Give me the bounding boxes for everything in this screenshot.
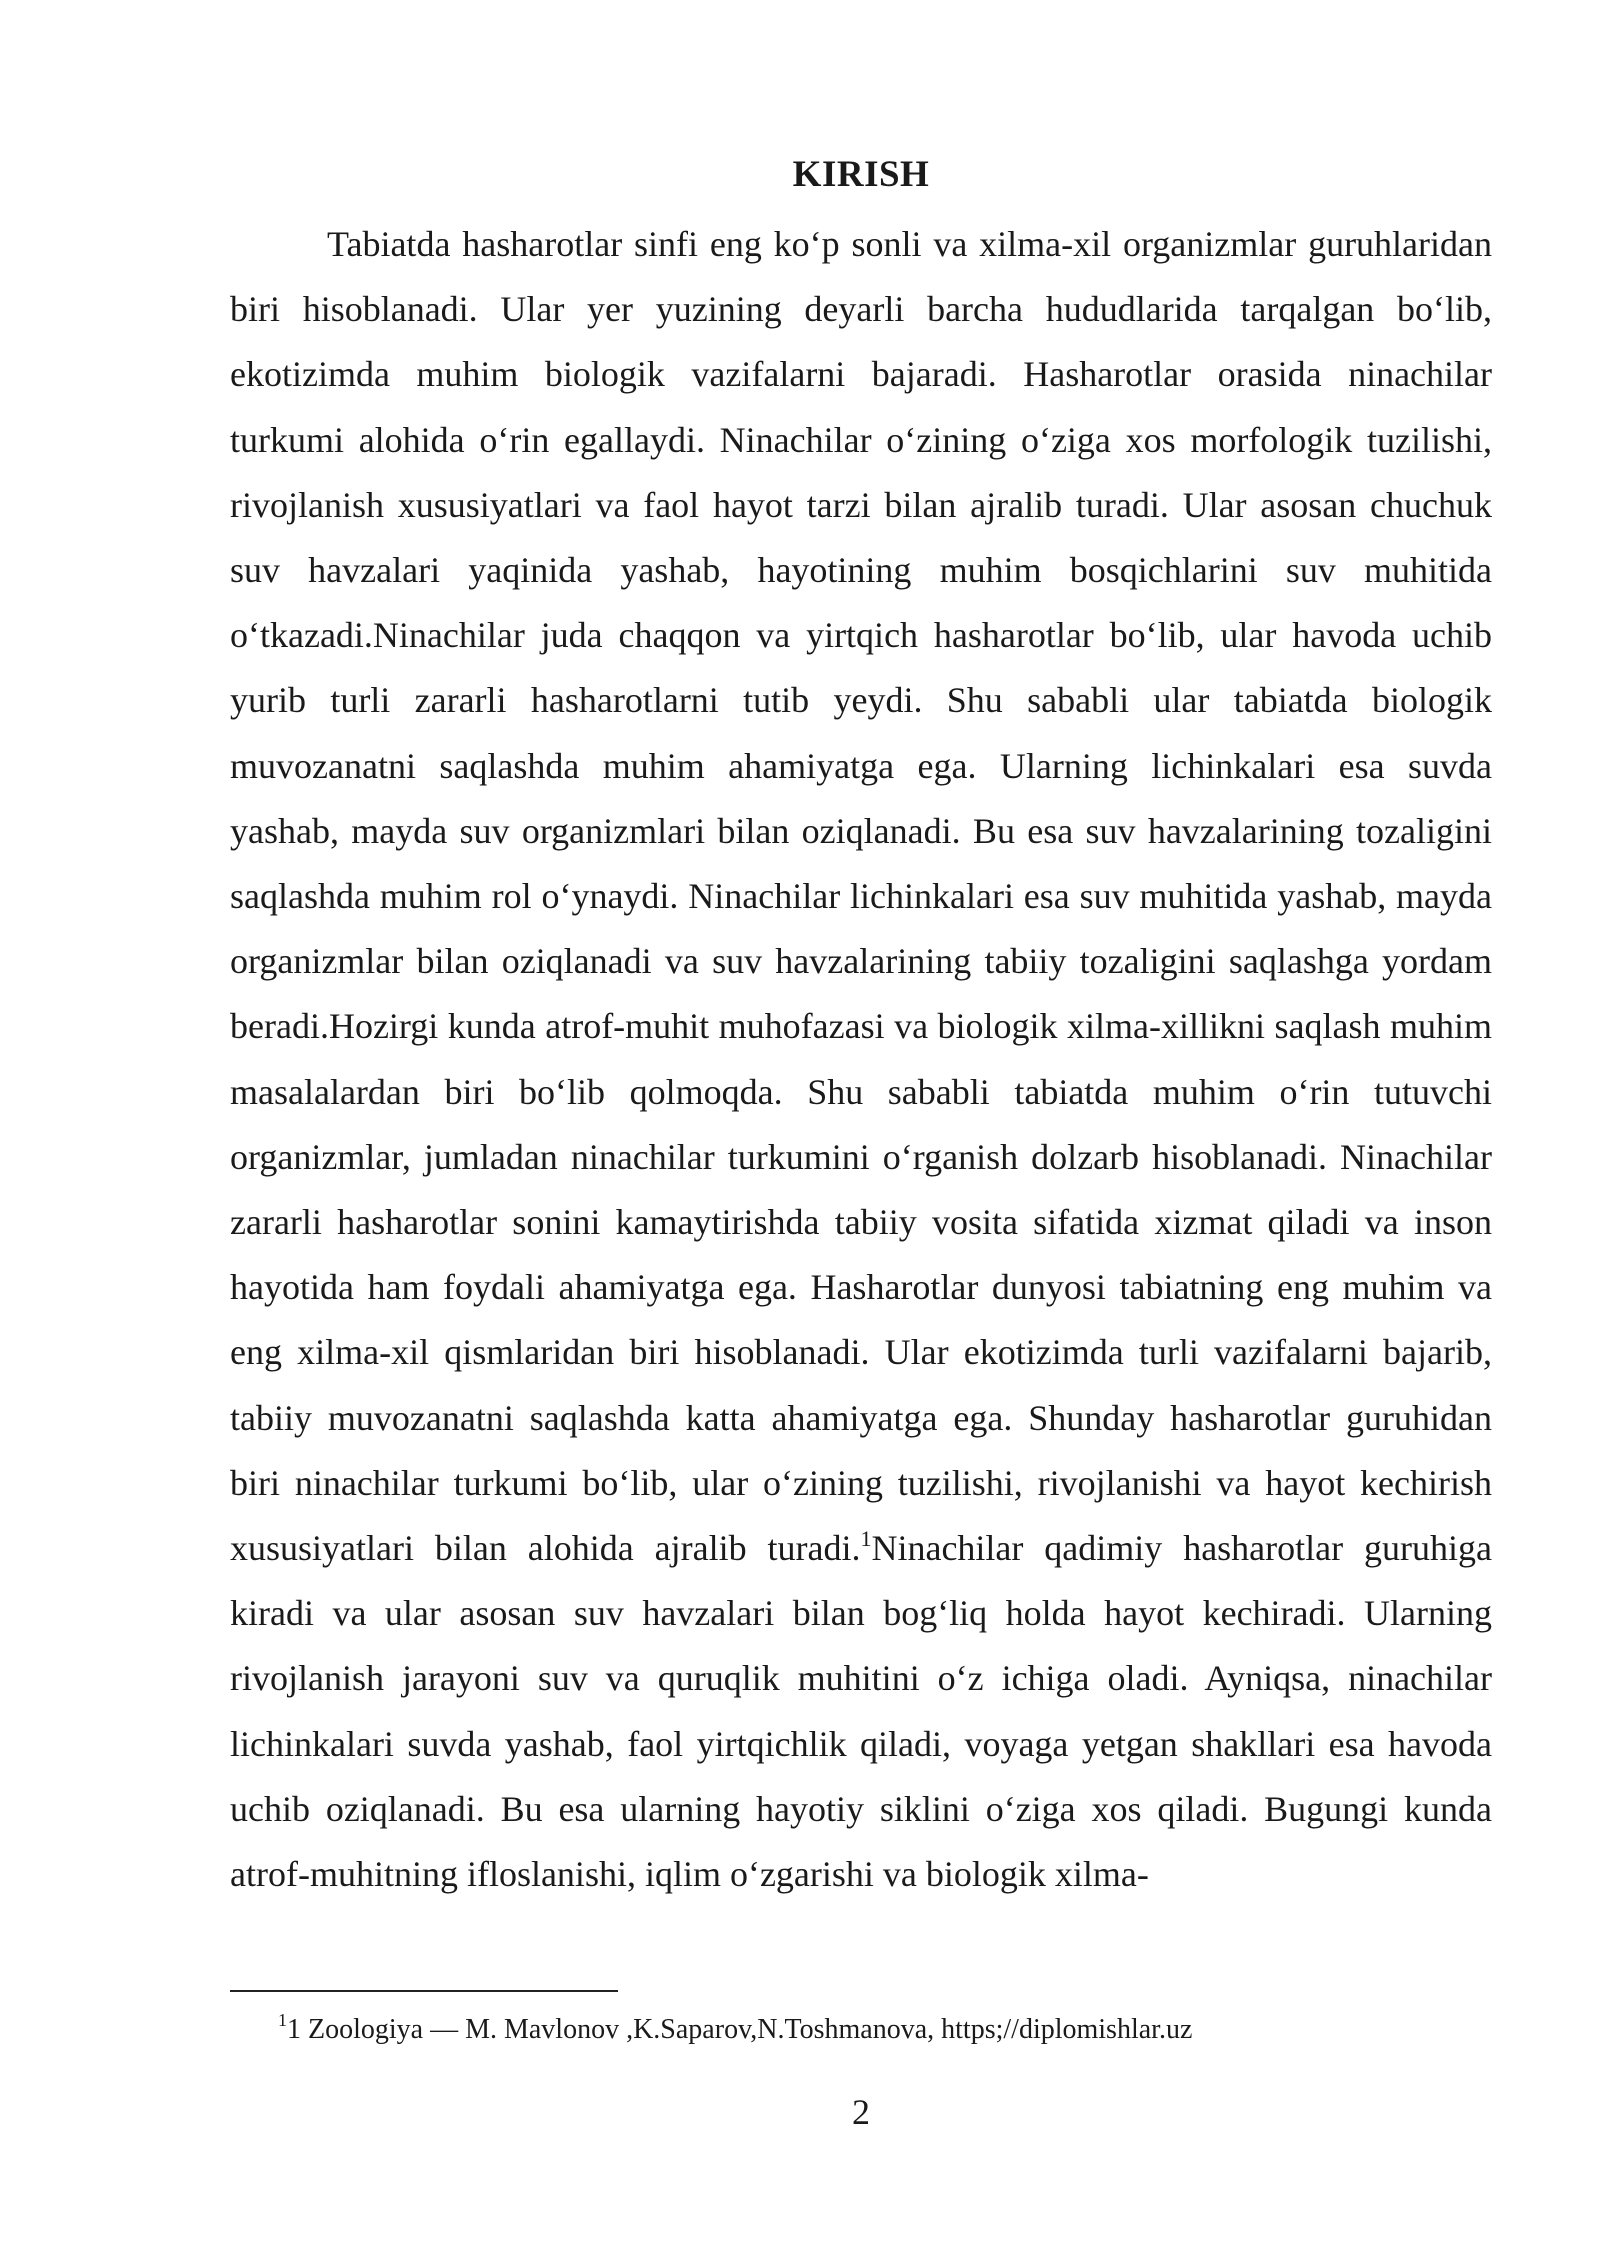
footnote-text: 1 Zoologiya — M. Mavlonov ,K.Saparov,N.Toshmanova, https;//diplomishlar.uz bbox=[287, 2014, 1193, 2045]
footnote-reference[interactable]: 1 bbox=[860, 1526, 872, 1552]
footnote-separator bbox=[230, 1990, 618, 1992]
body-paragraph bbox=[230, 212, 1492, 1907]
page-number: 2 bbox=[852, 2092, 870, 2132]
paragraph-text-part-1: Tabiatda hasharotlar sinfi eng ko‘p sonli va xilma-xil organizmlar guruhlaridan biri hisoblanadi. Ular yer yuzining deyarli barcha hududlarida tarqalgan bo‘lib, ekotizimda muhim biologik vazifalarni bajaradi. Hasharotlar orasida ninachilar turkumi alohida o‘rin egallaydi. Ninachilar o‘zining o‘ziga xos morfologik tuzilishi, rivojlanish xususiyatlari va faol hayot tarzi bilan ajralib turadi. Ular asosan chuchuk suv havzalari yaqinida yashab, hayotining muhim bosqichlarini suv muhitida o‘tkazadi.Ninachilar juda chaqqon va yirtqich hasharotlar bo‘lib, ular havoda uchib yurib turli zararli hasharotlarni tutib yeydi. Shu sababli ular tabiatda biologik muvozanatni saqlashda muhim ahamiyatga ega. Ularning lichinkalari esa suvda yashab, mayda suv organizmlari bilan oziqlanadi. Bu esa suv havzalarining tozaligini saqlashda muhim rol o‘ynaydi. Ninachilar lichinkalari esa suv muhitida yashab, mayda organizmlar bilan oziqlanadi va suv havzalarining tabiiy tozaligini saqlashga yordam beradi.Hozirgi kunda atrof-muhit muhofazasi va biologik xilma-xillikni saqlash muhim masalalardan biri bo‘lib qolmoqda. Shu sababli tabiatda muhim o‘rin tutuvchi organizmlar, jumladan ninachilar turkumini o‘rganish dolzarb hisoblanadi. Ninachilar zararli hasharotlar sonini kamaytirishda tabiiy vosita sifatida xizmat qiladi va inson hayotida ham foydali ahamiyatga ega. Hasharotlar dunyosi tabiatning eng muhim va eng xilma-xil qismlaridan biri hisoblanadi. Ular ekotizimda turli vazifalarni bajarib, tabiiy muvozanatni saqlashda katta ahamiyatga ega. Shunday hasharotlar guruhidan biri ninachilar turkumi bo‘lib, ular o‘zining tuzilishi, rivojlanishi va hayot kechirish xususiyatlari bilan alohida ajralib turadi. bbox=[230, 224, 1492, 1569]
paragraph-text-part-2: Ninachilar qadimiy hasharotlar guruhiga kiradi va ular asosan suv havzalari bilan bog‘liq holda hayot kechiradi. Ularning rivojlanish jarayoni suv va quruqlik muhitini o‘z ichiga oladi. Ayniqsa, ninachilar lichinkalari suvda yashab, faol yirtqichlik qiladi, voyaga yetgan shakllari esa havoda uchib oziqlanadi. Bu esa ularning hayotiy siklini o‘ziga xos qiladi. Bugungi kunda atrof-muhitning ifloslanishi, iqlim o‘zgarishi va biologik xilma- bbox=[230, 1528, 1492, 1895]
section-heading: KIRISH bbox=[792, 154, 930, 195]
footnote bbox=[278, 2012, 1192, 2048]
footnote-mark: 1 bbox=[278, 2010, 287, 2030]
